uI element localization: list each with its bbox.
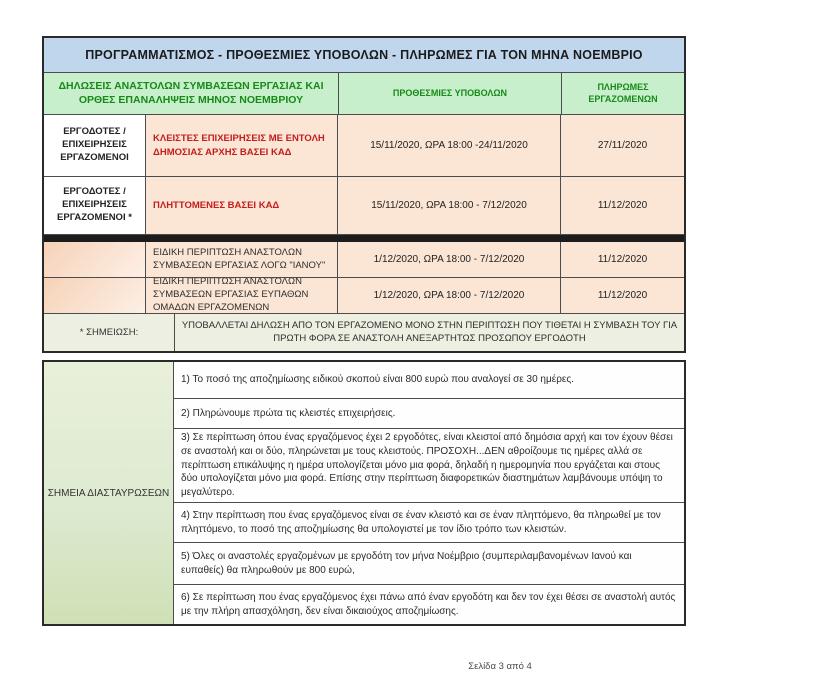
table-row bbox=[44, 277, 684, 313]
cross-check-item: 3) Σε περίπτωση όπου ένας εργαζόμενος έχει 2 εργοδότες, είναι κλειστοί από δημόσια αρχή και τον έχουν θέσει σε αναστολή και οι δύο, πληρώνεται με τους κλειστούς. ΠΡΟΣΟΧΗ...ΔΕΝ αθροίζουμε τις ημέρες αλλά σε περίπτωση επικάλυψης η ημέρα υπολογίζεται μόνο μια φορά, δηλαδή η ημερομηνία που εργάζεται και στους δύο υπολογίζεται μόνο μια φορά. Επίσης στην περίπτωση διαφορετικών διαστημάτων λαμβάνουμε υπόψη το μεγαλύτερο. bbox=[174, 428, 684, 502]
cross-check-item: 1) Το ποσό της αποζημίωσης ειδικού σκοπού είναι 800 ευρώ που αναλογεί σε 30 ημέρες. bbox=[174, 362, 684, 398]
note-row bbox=[44, 313, 684, 351]
note-label: * ΣΗΜΕΙΩΣΗ: bbox=[79, 327, 139, 338]
row-case: ΕΙΔΙΚΗ ΠΕΡΙΠΤΩΣΗ ΑΝΑΣΤΟΛΩΝ ΣΥΜΒΑΣΕΩΝ ΕΡΓΑΣΙΑΣ ΕΥΠΑΘΩΝ ΟΜΑΔΩΝ ΕΡΓΑΖΟΜΕΝΩΝ bbox=[145, 278, 337, 313]
header-declarations: ΔΗΛΩΣΕΙΣ ΑΝΑΣΤΟΛΩΝ ΣΥΜΒΑΣΕΩΝ ΕΡΓΑΣΙΑΣ ΚΑΙ ΟΡΘΕΣ ΕΠΑΝΑΛΗΨΕΙΣ ΜΗΝΟΣ ΝΟΕΜΒΡΙΟΥ bbox=[44, 73, 338, 114]
page-title: ΠΡΟΓΡΑΜΜΑΤΙΣΜΟΣ - ΠΡΟΘΕΣΜΙΕΣ ΥΠΟΒΟΛΩΝ - ΠΛΗΡΩΜΕΣ ΓΙΑ ΤΟΝ ΜΗΝΑ ΝΟΕΜΒΡΙΟ bbox=[44, 38, 684, 72]
row-deadline: 15/11/2020, ΩΡΑ 18:00 - 7/12/2020 bbox=[337, 177, 560, 234]
row-deadline: 15/11/2020, ΩΡΑ 18:00 -24/11/2020 bbox=[337, 115, 560, 176]
cross-check-item: 2) Πληρώνουμε πρώτα τις κλειστές επιχειρήσεις. bbox=[174, 398, 684, 428]
table-row bbox=[44, 176, 684, 234]
row-category: ΕΡΓΟΔΟΤΕΣ / ΕΠΙΧΕΙΡΗΣΕΙΣ ΕΡΓΑΖΟΜΕΝΟΙ bbox=[60, 126, 129, 163]
schedule-table bbox=[42, 36, 686, 353]
row-payment: 11/12/2020 bbox=[560, 278, 684, 313]
cross-checks-table bbox=[42, 360, 686, 626]
section-divider bbox=[44, 234, 684, 242]
page-footer: Σελίδα 3 από 4 bbox=[468, 661, 532, 672]
row-payment: 11/12/2020 bbox=[560, 242, 684, 277]
row-payment: 11/12/2020 bbox=[560, 177, 684, 234]
cross-checks-list bbox=[174, 362, 684, 624]
table-row bbox=[44, 242, 684, 277]
row-case: ΠΛΗΤΤΟΜΕΝΕΣ ΒΑΣΕΙ ΚΑΔ bbox=[145, 177, 337, 234]
cross-check-item: 6) Σε περίπτωση που ένας εργαζόμενος έχει πάνω από έναν εργοδότη και δεν τον έχει θέσει σε αναστολή αυτός με την πλήρη απασχόληση, δεν είναι δικαιούχος αποζημίωσης. bbox=[174, 584, 684, 624]
table-row bbox=[44, 114, 684, 176]
note-text: ΥΠΟΒΑΛΛΕΤΑΙ ΔΗΛΩΣΗ ΑΠΟ ΤΟΝ ΕΡΓΑΖΟΜΕΝΟ ΜΟΝΟ ΣΤΗΝ ΠΕΡΙΠΤΩΣΗ ΠΟΥ ΤΙΘΕΤΑΙ Η ΣΥΜΒΑΣΗ ΤΟΥ ΓΙΑ ΠΡΩΤΗ ΦΟΡΑ ΣΕ ΑΝΑΣΤΟΛΗ ΑΝΕΞΑΡΤΗΤΩΣ ΠΡΟΣΩΠΟΥ ΕΡΓΟΔΟΤΗ bbox=[174, 314, 684, 351]
row-deadline: 1/12/2020, ΩΡΑ 18:00 - 7/12/2020 bbox=[337, 278, 560, 313]
empty-cell bbox=[44, 278, 145, 313]
header-payments: ΠΛΗΡΩΜΕΣ ΕΡΓΑΖΟΜΕΝΩΝ bbox=[561, 73, 684, 114]
row-case: ΕΙΔΙΚΗ ΠΕΡΙΠΤΩΣΗ ΑΝΑΣΤΟΛΩΝ ΣΥΜΒΑΣΕΩΝ ΕΡΓΑΣΙΑΣ ΛΟΓΩ "ΙΑΝΟΥ" bbox=[145, 242, 337, 277]
cross-check-item: 5) Όλες οι αναστολές εργαζομένων με εργοδότη τον μήνα Νοέμβριο (συμπεριλαμβανομένων Ιανού και ευπαθείς) θα πληρωθούν με 800 ευρώ, bbox=[174, 542, 684, 584]
row-payment: 27/11/2020 bbox=[560, 115, 684, 176]
cross-checks-label: ΣΗΜΕΙΑ ΔΙΑΣΤΑΥΡΩΣΕΩΝ bbox=[44, 362, 174, 624]
cross-check-item: 4) Στην περίπτωση που ένας εργαζόμενος είναι σε έναν κλειστό και σε έναν πληττόμενο, θα πληρωθεί με τον πληττόμενο, το ποσό της αποζημίωσης θα υπολογιστεί με τον ίδιο τρόπο των κλειστών. bbox=[174, 502, 684, 542]
row-category: ΕΡΓΟΔΟΤΕΣ / ΕΠΙΧΕΙΡΗΣΕΙΣ ΕΡΓΑΖΟΜΕΝΟΙ * bbox=[57, 186, 132, 223]
row-case: ΚΛΕΙΣΤΕΣ ΕΠΙΧΕΙΡΗΣΕΙΣ ΜΕ ΕΝΤΟΛΗ ΔΗΜΟΣΙΑΣ ΑΡΧΗΣ ΒΑΣΕΙ ΚΑΔ bbox=[145, 115, 337, 176]
header-row bbox=[44, 72, 684, 114]
row-deadline: 1/12/2020, ΩΡΑ 18:00 - 7/12/2020 bbox=[337, 242, 560, 277]
header-deadlines: ΠΡΟΘΕΣΜΙΕΣ ΥΠΟΒΟΛΩΝ bbox=[338, 73, 561, 114]
empty-cell bbox=[44, 242, 145, 277]
title-row bbox=[44, 38, 684, 72]
